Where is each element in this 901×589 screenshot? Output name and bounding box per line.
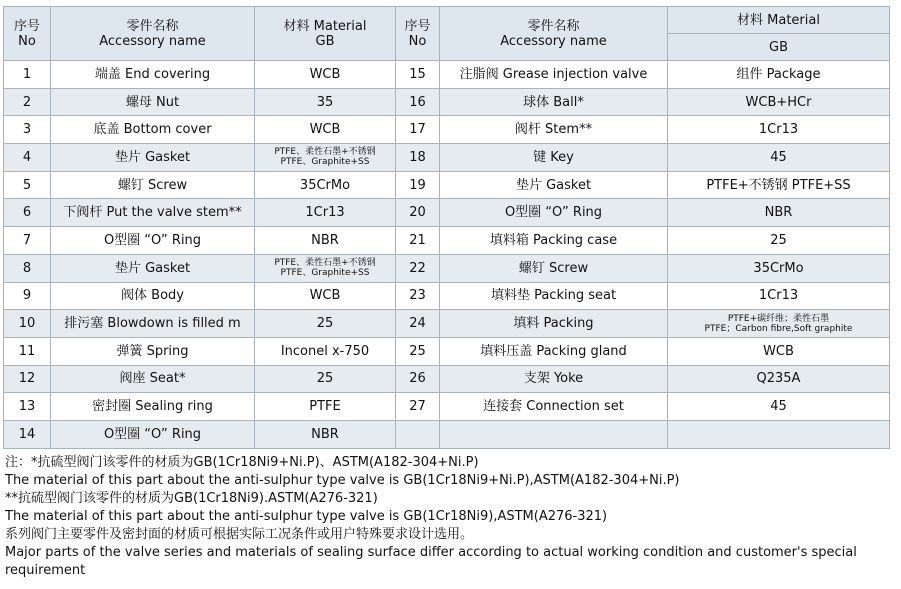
- table-row: [4, 199, 890, 227]
- header-no-right: [396, 7, 440, 61]
- part-number: 8: [4, 254, 51, 282]
- part-number: 11: [4, 337, 51, 365]
- table-row: [4, 61, 890, 89]
- note-line-4: The material of this part about the anti-sulphur type valve is GB(1Cr18Ni9),ASTM(A276-321): [5, 509, 608, 524]
- part-number: [396, 420, 440, 448]
- part-number: 6: [4, 199, 51, 227]
- header-name-en: Accessory name: [500, 33, 607, 49]
- part-name: 垫片 Gasket: [51, 144, 255, 172]
- part-material-line: PTFE；Carbon fibre,Soft graphite: [704, 323, 853, 334]
- part-name: 填料垫 Packing seat: [440, 282, 668, 310]
- part-name: O型圈 “O” Ring: [51, 227, 255, 255]
- part-material: [255, 254, 396, 282]
- part-number: 22: [396, 254, 440, 282]
- part-number: 12: [4, 365, 51, 393]
- part-material: NBR: [668, 199, 890, 227]
- part-material: 35CrMo: [668, 254, 890, 282]
- header-material-title: 材料 Material: [283, 18, 367, 34]
- table-row: [4, 365, 890, 393]
- header-no-left: [4, 7, 51, 61]
- part-number: 9: [4, 282, 51, 310]
- part-material: PTFE+不锈钢 PTFE+SS: [668, 171, 890, 199]
- parts-table: [3, 6, 890, 449]
- part-name: 垫片 Gasket: [440, 171, 668, 199]
- header-name-right: [440, 7, 668, 61]
- header-name-en: Accessory name: [99, 33, 206, 49]
- part-material: 45: [668, 144, 890, 172]
- notes-section: [5, 454, 895, 580]
- header-name-left: [51, 7, 255, 61]
- table-body: [4, 61, 890, 449]
- part-material: WCB: [668, 337, 890, 365]
- part-name: 弹簧 Spring: [51, 337, 255, 365]
- table-header: [4, 7, 890, 61]
- part-material: 35CrMo: [255, 171, 396, 199]
- part-material: 35: [255, 88, 396, 116]
- part-name: 键 Key: [440, 144, 668, 172]
- part-name: 垫片 Gasket: [51, 254, 255, 282]
- note-line-1: 注：*抗硫型阀门该零件的材质为GB(1Cr18Ni9+Ni.P)、ASTM(A182-304+Ni.P): [5, 455, 479, 470]
- part-material: 25: [255, 310, 396, 338]
- part-material: 组件 Package: [668, 61, 890, 89]
- part-name: 下阀杆 Put the valve stem**: [51, 199, 255, 227]
- part-material-line: PTFE、Graphite+SS: [280, 157, 370, 168]
- part-name: 连接套 Connection set: [440, 393, 668, 421]
- note-line-2: The material of this part about the anti-sulphur type valve is GB(1Cr18Ni9+Ni.P),ASTM(A182-304+Ni.P): [5, 473, 680, 488]
- table-row: [4, 116, 890, 144]
- part-name: 端盖 End covering: [51, 61, 255, 89]
- part-name: 螺母 Nut: [51, 88, 255, 116]
- part-name: 阀座 Seat*: [51, 365, 255, 393]
- part-material: [668, 310, 890, 338]
- part-name: 注脂阀 Grease injection valve: [440, 61, 668, 89]
- part-material: 1Cr13: [668, 282, 890, 310]
- header-no-cn: 序号: [13, 18, 40, 34]
- part-name: 螺钉 Screw: [51, 171, 255, 199]
- part-number: 4: [4, 144, 51, 172]
- table-row: [4, 254, 890, 282]
- header-material-left: [255, 7, 396, 61]
- part-name: 底盖 Bottom cover: [51, 116, 255, 144]
- part-number: 5: [4, 171, 51, 199]
- part-number: 13: [4, 393, 51, 421]
- header-name-cn: 零件名称: [126, 18, 179, 34]
- part-number: 27: [396, 393, 440, 421]
- note-line-3: **抗硫型阀门该零件的材质为GB(1Cr18Ni9).ASTM(A276-321): [5, 491, 378, 506]
- part-material-line: PTFE、柔性石墨+不锈钢: [274, 147, 376, 158]
- part-name: 阀杆 Stem**: [440, 116, 668, 144]
- part-name: O型圈 “O” Ring: [51, 420, 255, 448]
- part-material-line: PTFE、柔性石墨+不锈钢: [274, 258, 376, 269]
- part-number: 1: [4, 61, 51, 89]
- part-material-line: PTFE、Graphite+SS: [280, 268, 370, 279]
- table-row: [4, 88, 890, 116]
- part-material: WCB: [255, 282, 396, 310]
- part-material: NBR: [255, 227, 396, 255]
- part-material: NBR: [255, 420, 396, 448]
- part-number: 25: [396, 337, 440, 365]
- part-material: [668, 420, 890, 448]
- part-name: 螺钉 Screw: [440, 254, 668, 282]
- part-number: 21: [396, 227, 440, 255]
- part-name: [440, 420, 668, 448]
- note-line-6: Major parts of the valve series and materials of sealing surface differ according to actual working condition and customer's special requirement: [5, 545, 857, 578]
- part-name: 填料箱 Packing case: [440, 227, 668, 255]
- part-name: 排污塞 Blowdown is filled m: [51, 310, 255, 338]
- part-number: 26: [396, 365, 440, 393]
- part-number: 7: [4, 227, 51, 255]
- part-material: [255, 144, 396, 172]
- header-material-gb: GB: [315, 33, 335, 49]
- part-name: 支架 Yoke: [440, 365, 668, 393]
- part-material: 45: [668, 393, 890, 421]
- part-number: 10: [4, 310, 51, 338]
- part-material: 25: [668, 227, 890, 255]
- part-material: 25: [255, 365, 396, 393]
- header-material-right-gb: GB: [668, 34, 890, 61]
- table-row: [4, 144, 890, 172]
- part-number: 24: [396, 310, 440, 338]
- header-no-en: No: [408, 33, 427, 49]
- part-material: WCB: [255, 116, 396, 144]
- table-row: [4, 420, 890, 448]
- table-row: [4, 282, 890, 310]
- part-name: O型圈 “O” Ring: [440, 199, 668, 227]
- part-name: 球体 Ball*: [440, 88, 668, 116]
- part-number: 18: [396, 144, 440, 172]
- table-row: [4, 310, 890, 338]
- table-row: [4, 393, 890, 421]
- part-material: PTFE: [255, 393, 396, 421]
- part-material: WCB+HCr: [668, 88, 890, 116]
- part-name: 密封圈 Sealing ring: [51, 393, 255, 421]
- part-number: 19: [396, 171, 440, 199]
- table-row: [4, 227, 890, 255]
- part-number: 3: [4, 116, 51, 144]
- part-number: 17: [396, 116, 440, 144]
- part-material: 1Cr13: [255, 199, 396, 227]
- part-material: WCB: [255, 61, 396, 89]
- part-name: 填料压盖 Packing gland: [440, 337, 668, 365]
- part-number: 16: [396, 88, 440, 116]
- note-line-5: 系列阀门主要零件及密封面的材质可根据实际工况条件或用户特殊要求设计选用。: [5, 527, 474, 542]
- part-number: 2: [4, 88, 51, 116]
- part-name: 填料 Packing: [440, 310, 668, 338]
- part-material-line: PTFE+碳纤维；柔性石墨: [727, 313, 830, 324]
- part-material: 1Cr13: [668, 116, 890, 144]
- part-number: 20: [396, 199, 440, 227]
- part-name: 阀体 Body: [51, 282, 255, 310]
- header-no-en: No: [18, 33, 36, 49]
- part-number: 15: [396, 61, 440, 89]
- header-no-cn: 序号: [404, 18, 431, 34]
- part-number: 14: [4, 420, 51, 448]
- table-row: [4, 337, 890, 365]
- part-material: Inconel x-750: [255, 337, 396, 365]
- table-row: [4, 171, 890, 199]
- part-material: Q235A: [668, 365, 890, 393]
- part-number: 23: [396, 282, 440, 310]
- header-name-cn: 零件名称: [527, 18, 580, 34]
- header-material-right-title: 材料 Material: [668, 7, 890, 34]
